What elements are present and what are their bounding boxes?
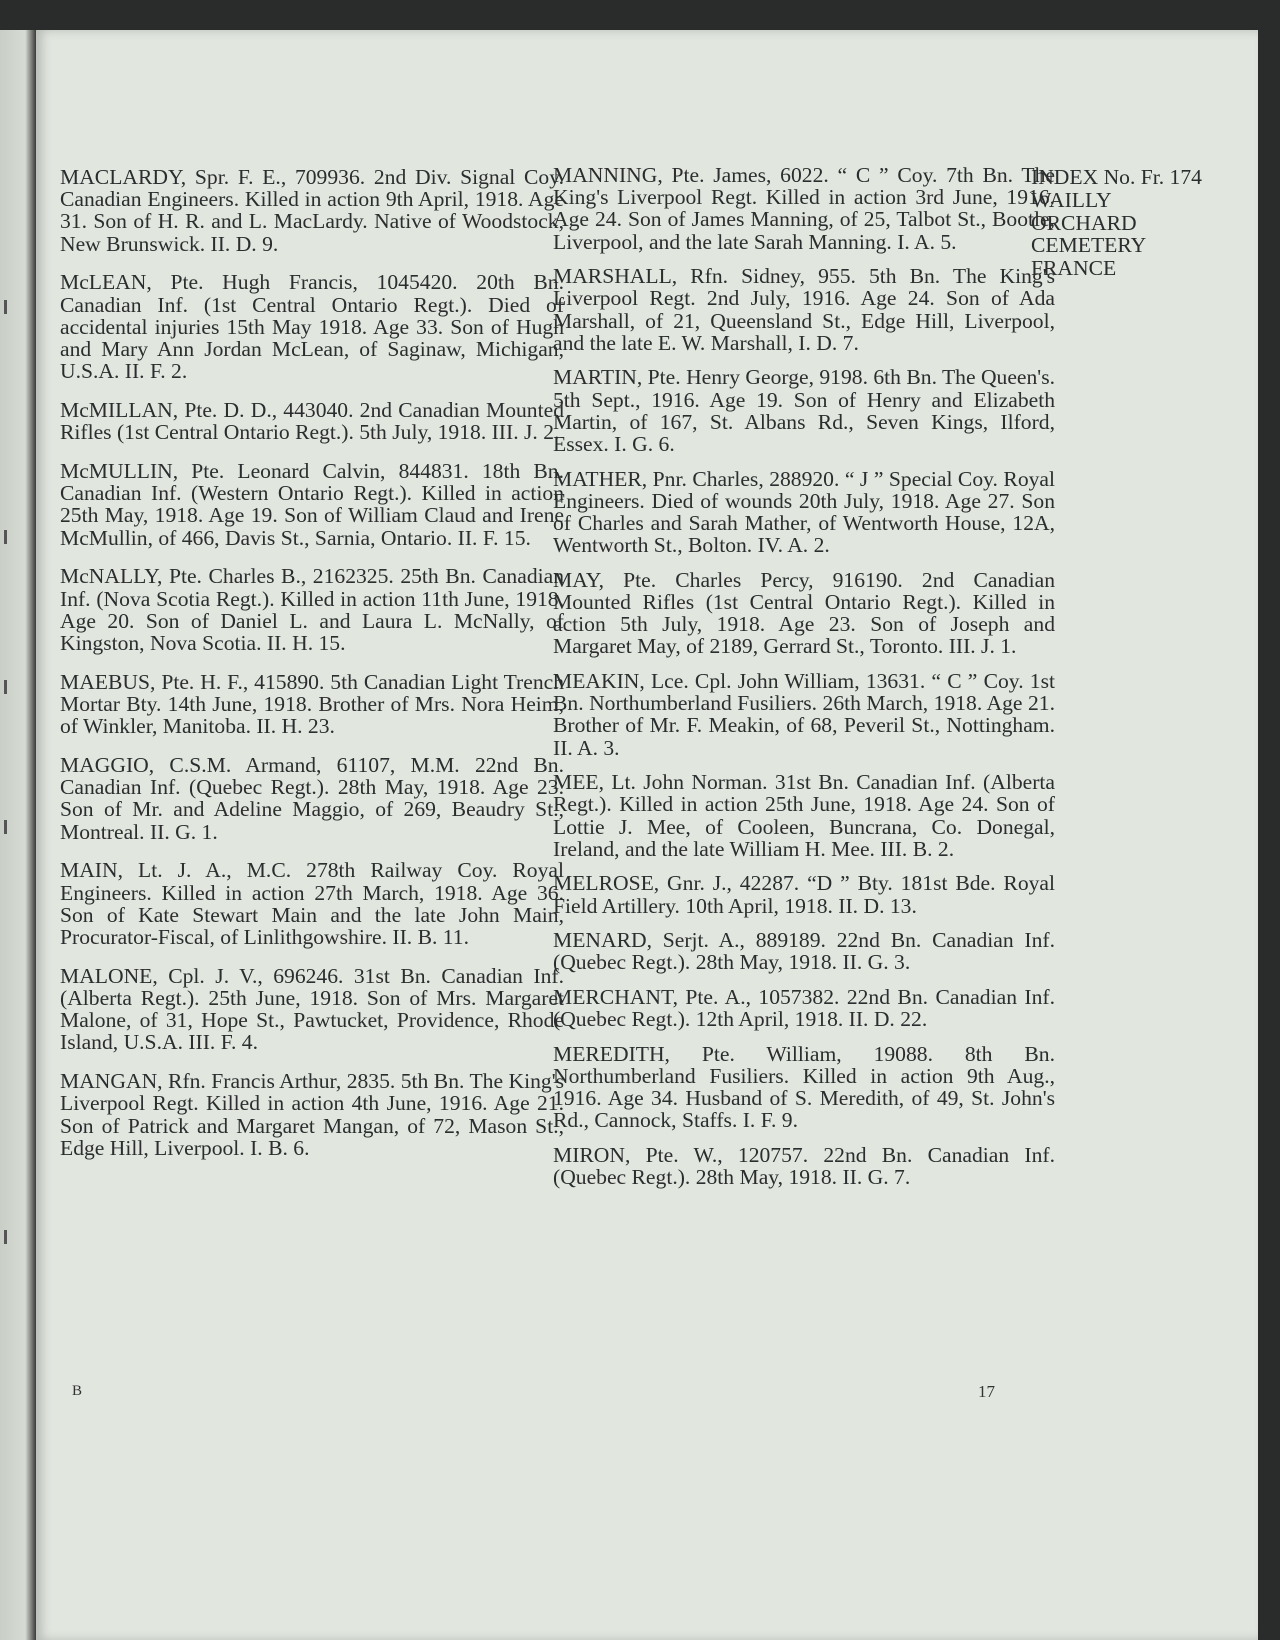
cemetery-name-line1: WAILLY [1031, 187, 1112, 212]
edge-mark [4, 530, 7, 544]
edge-mark [4, 680, 7, 694]
edge-mark [4, 300, 7, 314]
cemetery-name-line3: CEMETERY [1031, 233, 1147, 258]
entry-manning: MANNING, Pte. James, 6022. “ C ” Coy. 7th Bn. The King's Liverpool Regt. Killed in action 3rd June, 1916. Age 24. Son of James Manning, of 25, Talbot St., Bootle, Liverpool, and the late Sarah Manning. I. A. 5. [553, 163, 1055, 254]
entry-martin: MARTIN, Pte. Henry George, 9198. 6th Bn. The Queen's. 5th Sept., 1916. Age 19. Son of Henry and Elizabeth Martin, of 167, St. Albans Rd., Seven Kings, Ilford, Essex. I. G. 6. [553, 365, 1055, 457]
entry-miron: MIRON, Pte. W., 120757. 22nd Bn. Canadian Inf. (Quebec Regt.). 28th May, 1918. II. G. 7. [553, 1143, 1055, 1190]
signature-mark: B [72, 1383, 83, 1399]
facing-page-edge [0, 30, 36, 1640]
entry-menard: MENARD, Serjt. A., 889189. 22nd Bn. Canadian Inf. (Quebec Regt.). 28th May, 1918. II. G. 3. [553, 928, 1055, 975]
entry-mather: MATHER, Pnr. Charles, 288920. “ J ” Special Coy. Royal Engineers. Died of wounds 20th July, 1918. Age 27. Son of Charles and Sarah Mather, of Wentworth House, 12A, Wentworth St., Bolton. IV. A. 2. [553, 466, 1055, 558]
index-number: INDEX No. Fr. 174 [1031, 165, 1202, 189]
cemetery-country: FRANCE [1031, 256, 1117, 281]
entry-maggio: MAGGIO, C.S.M. Armand, 61107, M.M. 22nd Bn. Canadian Inf. (Quebec Regt.). 28th May, 1918. Age 23. Son of Mr. and Adeline Maggio, of 269, Beaudry St., Montreal. II. G. 1. [60, 753, 564, 844]
document-page [36, 30, 1258, 1640]
edge-mark [4, 1230, 7, 1244]
entry-mclean: McLEAN, Pte. Hugh Francis, 1045420. 20th Bn. Canadian Inf. (1st Central Ontario Regt.). Died of accidental injuries 15th May 1918. Age 33. Son of Hugh and Mary Ann Jordan McLean, of Saginaw, Michigan, U.S.A. II. F. 2. [60, 270, 564, 384]
middle-column [553, 164, 1055, 1201]
entry-mangan: MANGAN, Rfn. Francis Arthur, 2835. 5th Bn. The King's Liverpool Regt. Killed in action 4th June, 1916. Age 21. Son of Patrick and Margaret Mangan, of 72, Mason St., Edge Hill, Liverpool. I. B. 6. [60, 1069, 564, 1160]
entry-melrose: MELROSE, Gnr. J., 42287. “D ” Bty. 181st Bde. Royal Field Artillery. 10th April, 1918. II. D. 13. [553, 871, 1055, 918]
page-number: 17 [978, 1382, 995, 1401]
entry-mcmillan: McMILLAN, Pte. D. D., 443040. 2nd Canadian Mounted Rifles (1st Central Ontario Regt.). 5th July, 1918. III. J. 2. [60, 398, 564, 445]
left-column [60, 166, 564, 1176]
entry-may: MAY, Pte. Charles Percy, 916190. 2nd Canadian Mounted Rifles (1st Central Ontario Regt.). Killed in action 5th July, 1918. Age 23. Son of Joseph and Margaret May, of 2189, Gerrard St., Toronto. III. J. 1. [553, 567, 1055, 659]
entry-mcnally: McNALLY, Pte. Charles B., 2162325. 25th Bn. Canadian Inf. (Nova Scotia Regt.). Killed in action 11th June, 1918. Age 20. Son of Daniel L. and Laura L. McNally, of Kingston, Nova Scotia. II. H. 15. [60, 564, 564, 656]
entry-meakin: MEAKIN, Lce. Cpl. John William, 13631. “ C ” Coy. 1st Bn. Northumberland Fusiliers. 26th March, 1918. Age 21. Brother of Mr. F. Meakin, of 68, Peveril St., Nottingham. II. A. 3. [553, 669, 1055, 760]
entry-mcmullin: McMULLIN, Pte. Leonard Calvin, 844831. 18th Bn. Canadian Inf. (Western Ontario Regt.). Killed in action 25th May, 1918. Age 19. Son of William Claud and Irene McMullin, of 466, Davis St., Sarnia, Ontario. II. F. 15. [60, 459, 564, 550]
entry-meredith: MEREDITH, Pte. William, 19088. 8th Bn. Northumberland Fusiliers. Killed in action 9th Aug., 1916. Age 34. Husband of S. Meredith, of 49, St. John's Rd., Cannock, Staffs. I. F. 9. [553, 1041, 1055, 1133]
entry-merchant: MERCHANT, Pte. A., 1057382. 22nd Bn. Canadian Inf. (Quebec Regt.). 12th April, 1918. II. D. 22. [553, 985, 1055, 1032]
cemetery-index [1031, 166, 1202, 280]
edge-mark [4, 820, 7, 834]
entry-mee: MEE, Lt. John Norman. 31st Bn. Canadian Inf. (Alberta Regt.). Killed in action 25th June, 1918. Age 24. Son of Lottie J. Mee, of Cooleen, Buncrana, Co. Donegal, Ireland, and the late William H. Mee. III. B. 2. [553, 770, 1055, 861]
entry-main: MAIN, Lt. J. A., M.C. 278th Railway Coy. Royal Engineers. Killed in action 27th March, 1918. Age 36. Son of Kate Stewart Main and the late John Main, Procurator-Fiscal, of Linlithgowshire. II. B. 11. [60, 858, 564, 950]
cemetery-name-line2: ORCHARD [1031, 210, 1137, 235]
entry-maebus: MAEBUS, Pte. H. F., 415890. 5th Canadian Light Trench Mortar Bty. 14th June, 1918. Brother of Mrs. Nora Heim, of Winkler, Manitoba. II. H. 23. [60, 669, 564, 739]
entry-marshall: MARSHALL, Rfn. Sidney, 955. 5th Bn. The King's Liverpool Regt. 2nd July, 1916. Age 24. Son of Ada Marshall, of 21, Queensland St., Edge Hill, Liverpool, and the late E. W. Marshall, I. D. 7. [553, 264, 1055, 355]
entry-maclardy: MACLARDY, Spr. F. E., 709936. 2nd Div. Signal Coy. Canadian Engineers. Killed in action 9th April, 1918. Age 31. Son of H. R. and L. MacLardy. Native of Woodstock, New Brunswick. II. D. 9. [60, 165, 564, 256]
entry-malone: MALONE, Cpl. J. V., 696246. 31st Bn. Canadian Inf. (Alberta Regt.). 25th June, 1918. Son of Mrs. Margaret Malone, of 31, Hope St., Pawtucket, Providence, Rhode Island, U.S.A. III. F. 4. [60, 963, 564, 1055]
